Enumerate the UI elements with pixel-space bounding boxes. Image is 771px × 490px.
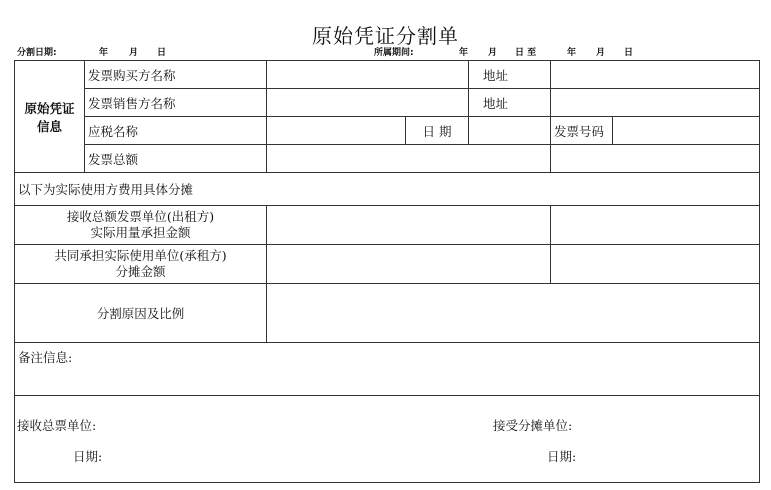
remarks-row	[15, 343, 760, 396]
period-to-year: 年	[567, 48, 577, 58]
allocation-heading-row	[15, 173, 760, 206]
period-from-year: 年	[459, 48, 469, 58]
seller-name-label: 发票销售方名称	[85, 89, 267, 117]
sharer-label-line1: 共同承担实际使用单位(承租方)	[54, 248, 227, 263]
original-voucher-section-label	[15, 61, 85, 173]
seller-address-label: 地址	[469, 89, 551, 117]
period-to-month: 月	[596, 48, 606, 58]
sharer-amount-extra-field[interactable]	[551, 245, 760, 284]
buyer-address-label: 地址	[469, 61, 551, 89]
sharer-row	[15, 245, 760, 284]
period-from-day: 日 至	[515, 48, 537, 58]
invoice-total-field[interactable]	[267, 145, 551, 173]
buyer-name-label: 发票购买方名称	[85, 61, 267, 89]
receive-unit-label: 接收总票单位:	[17, 418, 97, 433]
signature-row	[15, 396, 760, 483]
invoice-total-label: 发票总额	[85, 145, 267, 173]
receiver-amount-label	[15, 206, 267, 245]
split-form-table	[14, 60, 760, 483]
accept-unit-label: 接受分摊单位:	[493, 418, 573, 433]
remarks-label: 备注信息:	[18, 350, 73, 365]
buyer-name-field[interactable]	[267, 61, 469, 89]
date-field[interactable]	[469, 117, 551, 145]
date-left-label: 日期:	[73, 449, 103, 464]
sharer-label-line2: 分摊金额	[115, 264, 166, 279]
period-label: 所属期间:	[374, 48, 414, 58]
seller-address-field[interactable]	[551, 89, 760, 117]
signature-area	[15, 396, 760, 483]
seller-row	[15, 89, 760, 117]
receiver-amount-field[interactable]	[267, 206, 551, 245]
seller-name-field[interactable]	[267, 89, 469, 117]
receiver-label-line1: 接收总额发票单位(出租方)	[66, 209, 215, 224]
section-label-line1: 原始凭证	[24, 100, 75, 116]
sharer-amount-field[interactable]	[267, 245, 551, 284]
buyer-address-field[interactable]	[551, 61, 760, 89]
invoice-number-label: 发票号码	[551, 117, 613, 145]
period-from-month: 月	[488, 48, 498, 58]
invoice-number-field[interactable]	[613, 117, 760, 145]
date-right-label: 日期:	[547, 449, 577, 464]
split-date-day: 日	[157, 48, 167, 58]
invoice-total-extra-field[interactable]	[551, 145, 760, 173]
section-label-line2: 信息	[36, 118, 62, 134]
period-to-day: 日	[624, 48, 634, 58]
receiver-row	[15, 206, 760, 245]
taxable-row	[15, 117, 760, 145]
buyer-row	[15, 61, 760, 89]
receiver-label-line2: 实际用量承担金额	[90, 225, 191, 240]
receiver-amount-extra-field[interactable]	[551, 206, 760, 245]
taxable-name-field[interactable]	[267, 117, 406, 145]
split-date-label: 分割日期:	[17, 48, 57, 58]
split-date-month: 月	[129, 48, 139, 58]
invoice-total-row	[15, 145, 760, 173]
form-title: 原始凭证分割单	[312, 24, 459, 48]
split-date-year: 年	[99, 48, 109, 58]
date-label: 日 期	[406, 117, 469, 145]
taxable-name-label: 应税名称	[85, 117, 267, 145]
split-reason-field[interactable]	[267, 284, 760, 343]
reason-row	[15, 284, 760, 343]
split-reason-label: 分割原因及比例	[15, 284, 267, 343]
sharer-amount-label	[15, 245, 267, 284]
allocation-heading: 以下为实际使用方费用具体分摊	[15, 173, 760, 206]
remarks-field[interactable]	[15, 343, 760, 396]
